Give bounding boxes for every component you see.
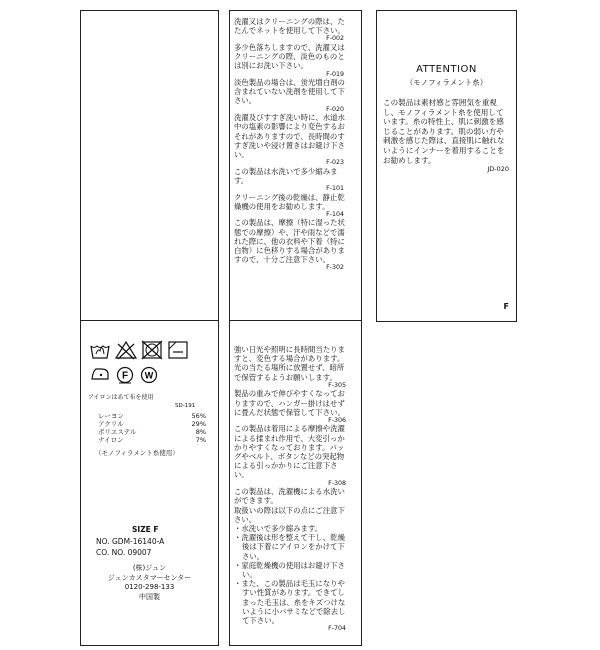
- no-tumble-dry-icon: [141, 340, 163, 360]
- size-label: SIZE F: [132, 525, 159, 534]
- fiber-percent: 8%: [195, 428, 206, 436]
- fiber-row: [98, 428, 206, 436]
- attention-label: [376, 10, 517, 322]
- phone-number: 0120-298-133: [124, 583, 175, 591]
- instruction-code: F-704: [328, 625, 346, 633]
- fiber-percent: 29%: [191, 420, 206, 428]
- instruction-paragraph: この製品は、摩擦（特に湿った状態での摩擦）や、汗や雨などで濡れた際に、他の衣料や下着（特に白物）に色移りする場合がありますので、十分ご注意下さい。 F-302: [234, 218, 345, 272]
- fiber-name: レーヨン: [98, 412, 124, 420]
- care-label-middle: [229, 10, 362, 646]
- instruction-paragraph: この製品は、洗濯機による水洗いができます。: [234, 487, 345, 506]
- tag-divider: [230, 320, 361, 321]
- attention-text: この製品は素材感と雰囲気を重視し、モノフィラメント糸を使用しています。糸の特性上、肌に刺激を感じることがあります。肌の弱い方や刺激を感じた際は、直接肌に触れないようにインナーを着用することをお勧めします。: [383, 98, 505, 165]
- instruction-code: F-101: [326, 185, 344, 193]
- no-bleach-icon: [115, 340, 137, 360]
- bullet-item: ・水洗いで多少縮みます。: [234, 523, 323, 533]
- bullet-item: ・また、この製品は毛玉になりやすい性質があります。できてしまった毛玉は、糸をキズつけないように小バサミなどで除去して下さい。: [234, 579, 346, 625]
- bullet-item: ・家庭乾燥機の使用はお避け下さい。: [234, 560, 345, 579]
- care-symbols: [89, 340, 213, 390]
- fiber-name: ポリエステル: [98, 428, 137, 436]
- attention-body: [383, 98, 509, 173]
- instruction-paragraph: 洗濯又はクリーニングの際は、たたんでネットを使用して下さい。 F-002: [234, 17, 345, 43]
- instruction-code: F-002: [326, 35, 344, 43]
- fiber-content-table: [98, 412, 206, 444]
- size-block: [96, 524, 164, 559]
- wash-by-hand-icon: [89, 340, 111, 360]
- company-info: [81, 564, 218, 602]
- washing-instructions-bottom: [234, 345, 348, 633]
- instruction-paragraph: この製品は水洗いで多少縮みます。 F-101: [234, 166, 344, 193]
- instruction-code: F-023: [326, 159, 344, 167]
- fiber-percent: 56%: [191, 412, 206, 420]
- attention-code: JD-020: [487, 165, 509, 174]
- instruction-paragraph: 洗濯及びすすぎ洗い時に、水道水中の塩素の影響により変色するおそれがありますので、長時間のすすぎ洗いや浸け置きはお避け下さい。 F-023: [234, 113, 345, 167]
- dry-clean-f-icon: [115, 366, 135, 384]
- tag-divider: [81, 320, 218, 321]
- instruction-paragraph: クリーニング後の乾燥は、静止乾燥機の使用をお勧めします。 F-104: [234, 192, 345, 218]
- iron-low-icon: [89, 366, 111, 382]
- company-name: (株)ジュン: [132, 564, 167, 572]
- line-dry-shade-icon: [167, 340, 189, 360]
- company-number: CO. NO. 09007: [96, 548, 152, 557]
- instruction-code: F-305: [328, 381, 346, 389]
- instruction-paragraph: 多少色落ちしますので、洗濯又はクリーニングの際、淡色のものとは別にお洗い下さい。 F-019: [234, 42, 345, 78]
- fiber-percent: 7%: [195, 436, 206, 444]
- instruction-code: F-302: [326, 264, 344, 272]
- instruction-code: F-306: [328, 416, 346, 424]
- fiber-name: アクリル: [98, 420, 124, 428]
- svg-text:W: W: [144, 370, 154, 381]
- attention-subtitle: （モノフィラメント糸）: [405, 78, 488, 87]
- instruction-paragraph: 製品の重みで伸びやすくなっておりますので、ハンガー掛けはせずに畳んだ状態で保管して下さい。 F-306: [234, 389, 346, 424]
- monofilament-note: （モノフィラメント糸使用）: [95, 449, 179, 457]
- fiber-row: [98, 420, 206, 428]
- customer-center: ジュンカスタマーセンター: [107, 573, 192, 582]
- attention-size: F: [503, 302, 509, 311]
- instruction-code: F-308: [328, 479, 346, 487]
- fiber-row: [98, 412, 206, 420]
- bullet-item: ・洗濯後は形を整えて干し、乾燥後は下着にアイロンをかけて下さい。: [234, 533, 345, 561]
- fiber-name: ナイロン: [98, 436, 124, 444]
- instruction-code: F-019: [326, 70, 344, 78]
- instruction-paragraph: 取扱いの際は以下の点にご注意下さい。: [234, 505, 345, 524]
- wet-clean-w-icon: [139, 366, 159, 384]
- country-of-origin: 中国製: [139, 592, 160, 601]
- iron-note: アイロンはあて布を使用: [88, 394, 154, 401]
- sd-code: SD-191: [175, 403, 196, 409]
- instruction-paragraph: この製品は着用による摩擦や洗濯による揉まれ作用で、大変引っかかりやすくなっております。バッグやベルト、ボタンなどの突起物による引っかかりにご注意下さい。 F-308: [234, 424, 346, 487]
- instruction-code: F-020: [326, 105, 344, 113]
- washing-instructions-top: [234, 17, 346, 272]
- instruction-code: F-104: [326, 210, 344, 218]
- attention-title: ATTENTION: [416, 64, 477, 75]
- instruction-paragraph: 強い日光や照明に長時間当たりますと、変色する場合があります。光の当たる場所に放置せず、暗所で保管するようお願いします。 F-305: [234, 345, 346, 389]
- svg-text:F: F: [121, 370, 129, 382]
- product-number: NO. GDM-16140-A: [96, 536, 165, 546]
- instruction-paragraph: 淡色製品の場合は、蛍光増白剤の含まれていない洗剤を使用して下さい。 F-020: [234, 78, 345, 113]
- care-label-left: [80, 10, 219, 646]
- fiber-row: [98, 436, 206, 444]
